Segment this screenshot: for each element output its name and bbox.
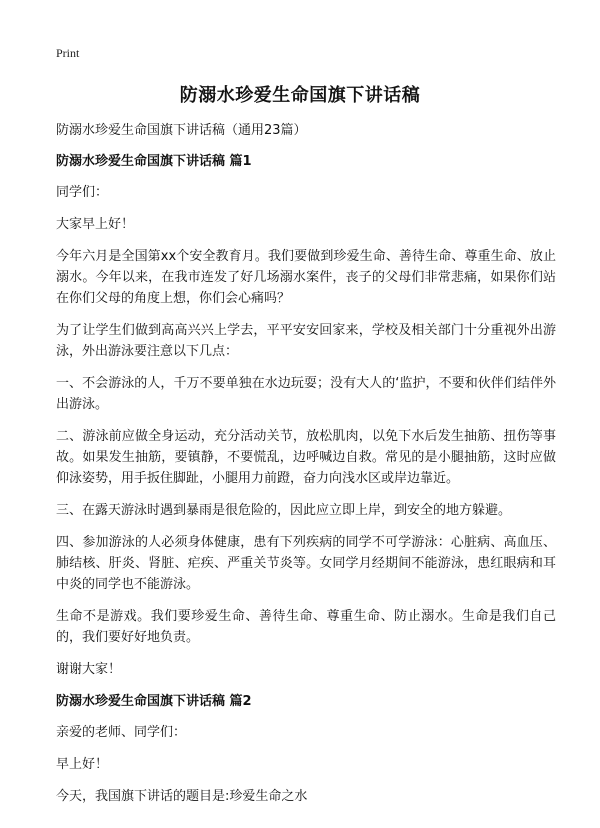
paragraph: 大家早上好！ [56,217,135,232]
paragraph: 三、在露天游泳时遇到暴雨是很危险的，因此应立即上岸，到安全的地方躲避。 [56,503,512,518]
paragraph: 同学们： [56,185,109,200]
print-link[interactable]: Print [56,46,80,60]
document-body [56,120,556,818]
paragraph: 为了让学生们做到高高兴兴上学去，平平安安回家来，学校及相关部门十分重视外出游泳，外出游泳要注意以下几点： [56,323,556,359]
paragraph: 今天，我国旗下讲话的题目是:珍爱生命之水 [56,789,308,804]
paragraph: 二、游泳前应做全身运动，充分活动关节，放松肌肉，以免下水后发生抽筋、扭伤等事故。如果发生抽筋，要镇静，不要慌乱，边呼喊边自救。常见的是小腿抽筋，这时应做仰泳姿势，用手扳住脚趾，小腿用力前蹬，奋力向浅水区或岸边靠近。 [56,429,556,486]
paragraph: 谢谢大家！ [56,662,122,677]
paragraph: 四、参加游泳的人必须身体健康，患有下列疾病的同学不可学游泳：心脏病、高血压、肺结核、肝炎、肾脏、疟疾、严重关节炎等。女同学月经期间不能游泳，患红眼病和耳中炎的同学也不能游泳。 [56,535,556,592]
document-title: 防溺水珍爱生命国旗下讲话稿 [179,85,421,106]
paragraph: 亲爱的老师、同学们： [56,725,187,740]
paragraph: 今年六月是全国第xx个安全教育月。我们要做到珍爱生命、善待生命、尊重生命、放止溺水。今年以来，在我市连发了好几场溺水案件，丧子的父母们非常悲痛，如果你们站在你们父母的角度上想，你们会心痛吗？ [56,249,556,306]
paragraph: 生命不是游戏。我们要珍爱生命、善待生命、尊重生命、防止溺水。生命是我们自己的，我们要好好地负责。 [56,609,556,645]
paragraph: 早上好！ [56,757,109,772]
section-heading-2: 防溺水珍爱生命国旗下讲话稿 篇2 [56,694,252,709]
document-subtitle: 防溺水珍爱生命国旗下讲话稿（通用23篇） [56,123,307,138]
section-heading-1: 防溺水珍爱生命国旗下讲话稿 篇1 [56,154,252,169]
paragraph: 一、不会游泳的人，千万不要单独在水边玩耍；没有大人的‘监护，不要和伙伴们结伴外出游泳。 [56,376,556,412]
